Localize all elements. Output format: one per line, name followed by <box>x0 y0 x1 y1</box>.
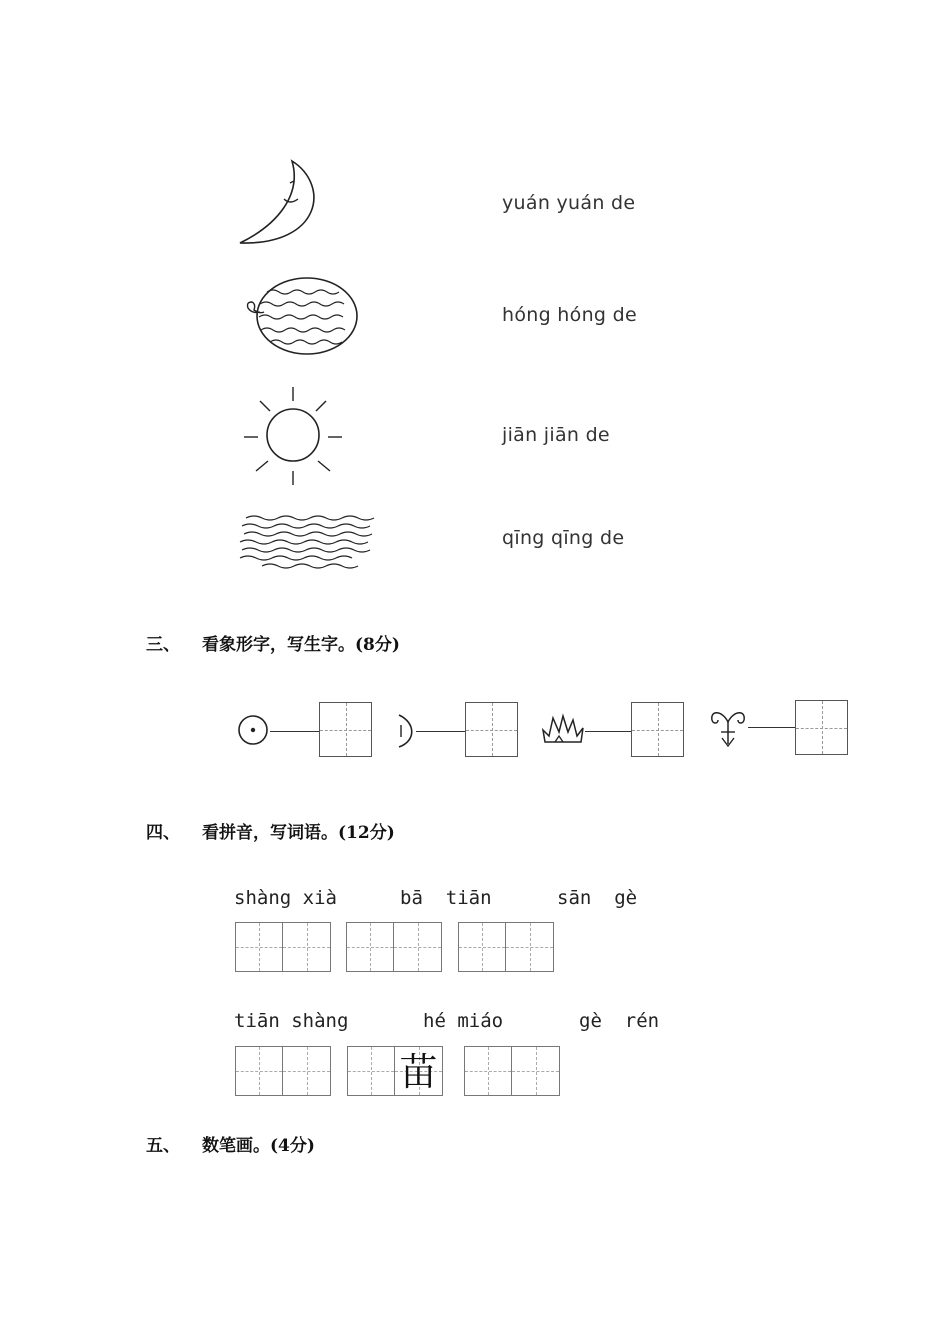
word-box-ge-ren[interactable] <box>464 1046 560 1096</box>
prefilled-character: 苗 <box>399 1050 438 1094</box>
word-box-tian-shang[interactable] <box>235 1046 331 1096</box>
word-box-shang-xia[interactable] <box>235 922 331 972</box>
char-cell[interactable] <box>235 1046 283 1096</box>
char-cell[interactable] <box>464 1046 512 1096</box>
word-pinyin-san-ge: sān gè <box>557 887 638 909</box>
char-cell[interactable] <box>506 922 554 972</box>
writing-box-1[interactable] <box>319 702 372 757</box>
writing-box-4[interactable] <box>795 700 848 755</box>
word-pinyin-he-miao: hé miáo <box>423 1010 504 1032</box>
word-pinyin-shang-xia: shàng xià <box>234 887 337 909</box>
char-cell[interactable] <box>394 922 442 972</box>
section-4-heading <box>146 818 395 843</box>
word-pinyin-tian-shang: tiān shàng <box>234 1010 349 1032</box>
connector-line-2 <box>416 731 465 732</box>
writing-box-3[interactable] <box>631 702 684 757</box>
char-cell[interactable] <box>283 1046 331 1096</box>
section-4-title: 看拼音，写词语。(12分) <box>202 823 395 843</box>
crescent-moon-picture <box>232 155 322 250</box>
section-5-heading <box>146 1131 315 1156</box>
matching-pinyin-2: hóng hóng de <box>502 304 637 326</box>
matching-pinyin-4: qīng qīng de <box>502 527 625 549</box>
watermelon-picture <box>232 272 367 360</box>
char-cell[interactable] <box>235 922 283 972</box>
section-4-number: 四、 <box>146 823 180 843</box>
section-5-title: 数笔画。(4分) <box>202 1136 315 1156</box>
word-pinyin-ba-tian: bā tiān <box>400 887 492 909</box>
matching-pinyin-1: yuán yuán de <box>502 192 636 214</box>
section-3-heading <box>146 630 400 655</box>
connector-line-3 <box>585 731 631 732</box>
char-cell[interactable] <box>458 922 506 972</box>
matching-pinyin-3: jiān jiān de <box>502 424 610 446</box>
section-3-title: 看象形字，写生字。(8分) <box>202 635 400 655</box>
char-cell[interactable] <box>347 1046 395 1096</box>
section-3-number: 三、 <box>146 635 180 655</box>
word-box-san-ge[interactable] <box>458 922 554 972</box>
sheep-pictograph-icon <box>708 706 748 750</box>
word-box-ba-tian[interactable] <box>346 922 442 972</box>
word-box-he-miao[interactable] <box>347 1046 443 1096</box>
connector-line-4 <box>748 727 795 728</box>
section-5-number: 五、 <box>146 1136 180 1156</box>
sun-pictograph-icon <box>236 713 270 747</box>
fire-pictograph-icon <box>541 712 585 746</box>
writing-box-2[interactable] <box>465 702 518 757</box>
word-pinyin-ge-ren: gè rén <box>579 1010 660 1032</box>
moon-pictograph-icon <box>396 713 416 749</box>
char-cell[interactable] <box>283 922 331 972</box>
char-cell[interactable] <box>346 922 394 972</box>
water-waves-picture <box>238 512 380 570</box>
char-cell[interactable] <box>512 1046 560 1096</box>
connector-line-1 <box>270 731 319 732</box>
char-cell-filled[interactable] <box>395 1046 443 1096</box>
sun-picture <box>240 385 346 489</box>
